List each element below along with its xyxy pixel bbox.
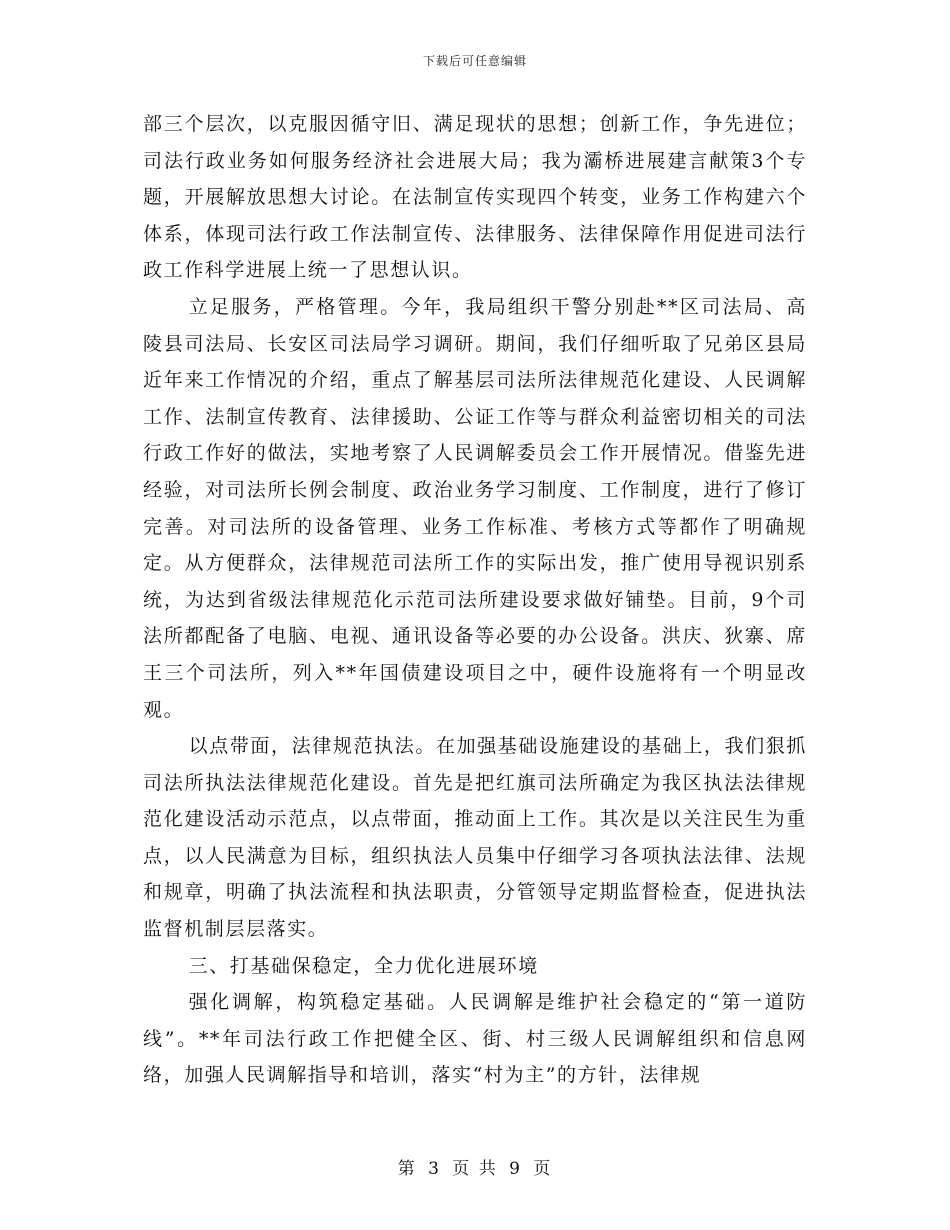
page-footer [0, 1154, 950, 1179]
footer-total-pages: 9 [509, 1159, 522, 1179]
footer-prefix: 第 [397, 1159, 417, 1179]
document-body [143, 106, 807, 1094]
page-header-note: 下载后可任意编辑 [422, 54, 527, 68]
footer-suffix: 页 [533, 1159, 553, 1179]
paragraph-continuation: 部三个层次，以克服因循守旧、满足现状的思想；创新工作，争先进位；司法行政业务如何服务经济社会进展大局；我为灞桥进展建言献策3个专题，开展解放思想大讨论。在法制宣传实现四个转变，业务工作构建六个体系，体现司法行政工作法制宣传、法律服务、法律保障作用促进司法行政工作科学进展上统一了思想认识。 [143, 113, 807, 282]
section-heading: 三、打基础保稳定，全力优化进展环境 [188, 954, 539, 977]
paragraph-service-management: 立足服务，严格管理。今年，我局组织干警分别赴**区司法局、高陵县司法局、长安区司法局学习调研。期间，我们仔细听取了兄弟区县局近年来工作情况的介绍，重点了解基层司法所法律规范化建设、人民调解工作、法制宣传教育、法律援助、公证工作等与群众利益密切相关的司法行政工作好的做法，实地考察了人民调解委员会工作开展情况。借鉴先进经验，对司法所长例会制度、政治业务学习制度、工作制度，进行了修订完善。对司法所的设备管理、业务工作标准、考核方式等都作了明确规定。从方便群众，法律规范司法所工作的实际出发，推广使用导视识别系统，为达到省级法律规范化示范司法所建设要求做好铺垫。目前，9个司法所都配备了电脑、电视、通讯设备等必要的办公设备。洪庆、狄寨、席王三个司法所，列入**年国债建设项目之中，硬件设施将有一个明显改观。 [143, 295, 807, 721]
paragraph-mediation: 强化调解，构筑稳定基础。人民调解是维护社会稳定的“第一道防线”。**年司法行政工作把健全区、街、村三级人民调解组织和信息网络，加强人民调解指导和培训，落实“村为主”的方针，法律规 [143, 991, 807, 1087]
paragraph-law-enforcement: 以点带面，法律规范执法。在加强基础设施建设的基础上，我们狠抓司法所执法法律规范化建设。首先是把红旗司法所确定为我区执法法律规范化建设活动示范点，以点带面，推动面上工作。其次是以关注民生为重点，以人民满意为目标，组织执法人员集中仔细学习各项执法法律、法规和规章，明确了执法流程和执法职责，分管领导定期监督检查，促进执法监督机制层层落实。 [143, 735, 807, 941]
footer-middle: 页 共 [452, 1159, 498, 1179]
footer-current-page: 3 [428, 1159, 441, 1179]
